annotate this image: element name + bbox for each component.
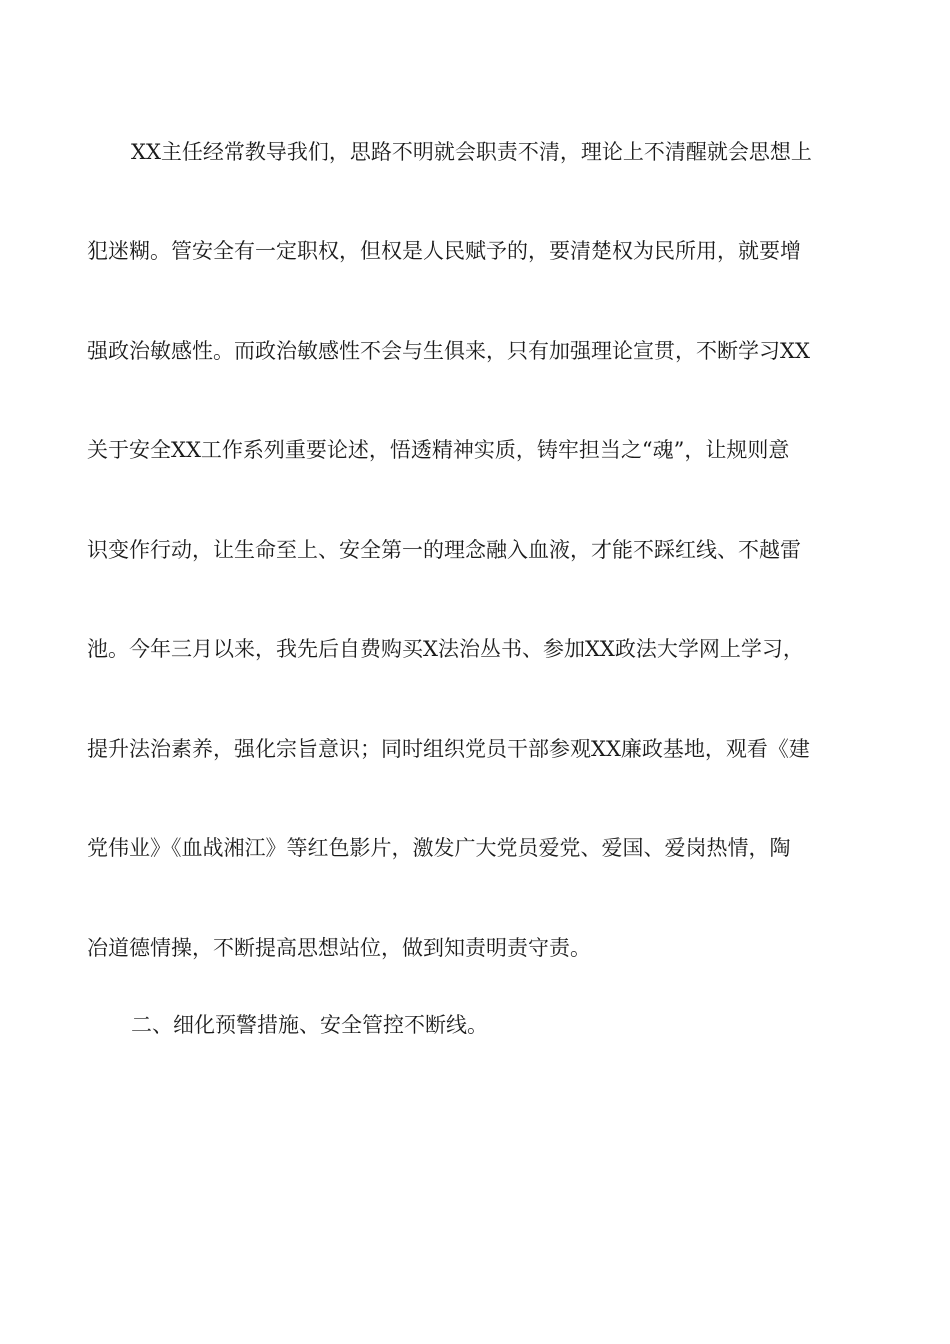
paragraph-line-7: 提升法治素养，强化宗旨意识；同时组织党员干部参观XX廉政基地，观看《建: [87, 737, 810, 761]
paragraph-line-2: 犯迷糊。管安全有一定职权，但权是人民赋予的，要清楚权为民所用，就要增: [87, 239, 801, 263]
paragraph-line-4: 关于安全XX工作系列重要论述，悟透精神实质，铸牢担当之“魂”，让规则意: [87, 438, 790, 462]
paragraph-line-8: 党伟业》《血战湘江》等红色影片，激发广大党员爱党、爱国、爱岗热情，陶: [87, 836, 791, 860]
paragraph-line-5: 识变作行动，让生命至上、安全第一的理念融入血液，才能不踩红线、不越雷: [87, 538, 801, 562]
section-heading: 二、细化预警措施、安全管控不断线。: [131, 1013, 488, 1037]
paragraph-line-6: 池。今年三月以来，我先后自费购买X法治丛书、参加XX政法大学网上学习，: [87, 637, 804, 661]
paragraph-line-1: XX主任经常教导我们，思路不明就会职责不清，理论上不清醒就会思想上: [131, 140, 812, 164]
paragraph-line-3: 强政治敏感性。而政治敏感性不会与生俱来，只有加强理论宣贯，不断学习XX: [87, 339, 810, 363]
paragraph-line-9: 冶道德情操，不断提高思想站位，做到知责明责守责。: [87, 936, 591, 960]
